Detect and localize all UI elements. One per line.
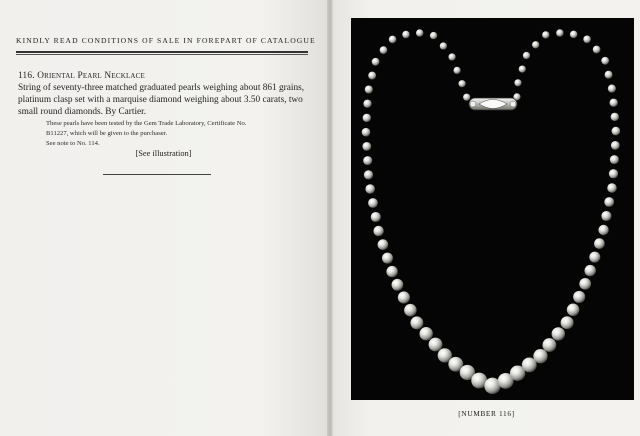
round-diamond	[510, 101, 516, 107]
header-rule-thin	[16, 54, 308, 55]
pearl	[593, 46, 601, 54]
note-line: See note to No. 114.	[46, 140, 100, 147]
pearl	[363, 100, 371, 108]
photo-caption	[333, 409, 640, 418]
pearl	[589, 252, 600, 263]
pearl	[420, 327, 433, 340]
pearl	[611, 141, 620, 150]
pearl	[368, 198, 378, 208]
lot-line: platinum clasp set with a marquise diamond weighing about 3.50 carats, two	[18, 95, 303, 105]
pearl	[429, 338, 443, 352]
pearl	[373, 226, 383, 236]
pearl	[612, 127, 621, 136]
pearl	[532, 41, 539, 48]
pearl	[611, 113, 619, 121]
pearl	[607, 183, 617, 193]
pearl	[533, 349, 547, 363]
pearl	[362, 142, 371, 151]
note-line: B11227, which will be given to the purchaser.	[46, 130, 168, 137]
pearl	[463, 94, 470, 101]
pearl	[362, 128, 371, 137]
pearl-strand	[362, 29, 621, 394]
pearl	[579, 278, 591, 290]
pearl	[552, 327, 565, 340]
pearl	[386, 266, 397, 277]
pearl	[542, 338, 556, 352]
pearl	[604, 197, 614, 207]
pearl	[567, 304, 580, 317]
pearl	[609, 169, 618, 178]
pearl	[585, 265, 596, 276]
necklace-photo	[351, 18, 634, 400]
pearl	[601, 211, 611, 221]
pearl	[380, 46, 388, 54]
pearl	[594, 238, 605, 249]
platinum-clasp	[469, 98, 517, 110]
pearl	[398, 291, 410, 303]
pearl	[453, 67, 460, 74]
pearl	[416, 29, 423, 36]
note-line: These pearls have been tested by the Gem Trade Laboratory, Certificate No.	[46, 120, 247, 127]
pearl	[556, 29, 563, 36]
pearl	[448, 53, 455, 60]
pearl-necklace-illustration	[351, 18, 634, 400]
section-rule	[103, 174, 211, 175]
pearl	[601, 57, 609, 65]
pearl	[368, 72, 376, 80]
lot-heading: 116. Oriental Pearl Necklace	[18, 71, 146, 81]
pearl	[570, 31, 577, 38]
right-page	[333, 0, 640, 436]
round-diamond	[470, 101, 476, 107]
pearl	[598, 225, 608, 235]
caption-text: [NUMBER 116]	[458, 409, 515, 418]
pearl	[392, 279, 404, 291]
lot-description	[18, 70, 308, 118]
pearl	[372, 58, 380, 66]
pearl	[410, 316, 423, 329]
pearl	[363, 156, 372, 165]
pearl	[523, 52, 530, 59]
pearl	[402, 31, 409, 38]
pearl	[583, 36, 591, 44]
pearl	[364, 170, 373, 179]
pearl	[389, 36, 397, 44]
pearl	[363, 114, 371, 122]
pearl	[610, 155, 619, 164]
header-rule-thick	[16, 51, 308, 53]
pearl	[610, 99, 618, 107]
pearl	[371, 212, 381, 222]
pearl	[430, 32, 437, 39]
lot-note	[46, 119, 308, 149]
pearl	[542, 31, 549, 38]
pearl	[365, 184, 375, 194]
pearl	[561, 316, 574, 329]
pearl	[608, 85, 616, 93]
pearl	[378, 239, 389, 250]
lot-line: small round diamonds. By Cartier.	[18, 107, 147, 117]
pearl	[573, 291, 585, 303]
pearl	[459, 80, 466, 87]
running-header: KINDLY READ CONDITIONS OF SALE IN FOREPART OF CATALOGUE	[16, 36, 316, 45]
pearl	[519, 65, 526, 72]
lot-line: String of seventy-three matched graduated pearls weighing about 861 grains,	[18, 83, 305, 93]
pearl	[365, 85, 373, 93]
pearl	[440, 42, 447, 49]
pearl	[382, 253, 393, 264]
pearl	[605, 71, 613, 79]
pearl	[514, 79, 521, 86]
pearl	[404, 304, 417, 317]
see-illustration: [See illustration]	[135, 149, 192, 158]
